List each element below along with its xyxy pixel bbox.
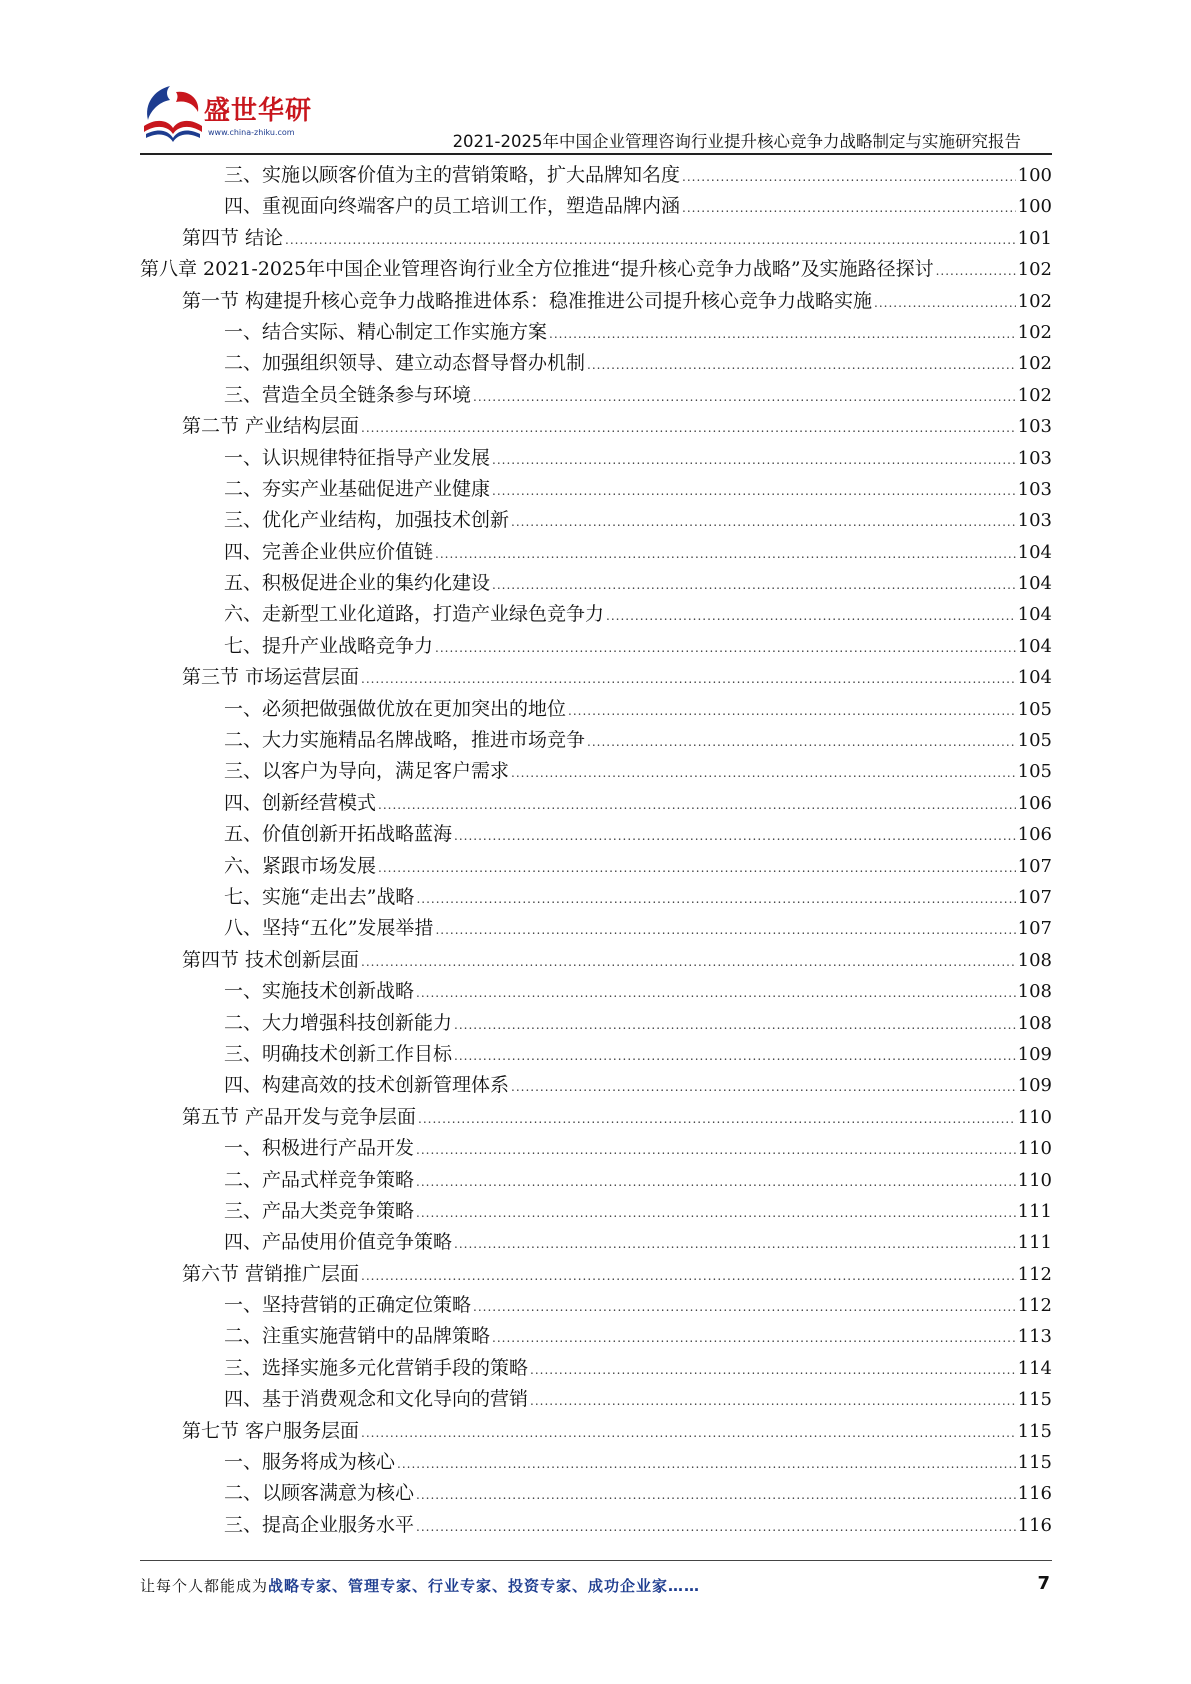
toc-entry-title: 二、大力实施精品名牌战略，推进市场竞争 [224, 729, 586, 752]
toc-entry-title: 第五节 产品开发与竞争层面 [182, 1105, 417, 1128]
toc-dot-leader [435, 633, 1016, 664]
toc-entry-page: 103 [1017, 478, 1052, 500]
toc-entry-page: 109 [1017, 1043, 1052, 1065]
toc-dot-leader [435, 915, 1015, 946]
toc-entry-item[interactable] [140, 317, 1052, 348]
toc-entry-page: 110 [1017, 1169, 1052, 1191]
toc-dot-leader [511, 758, 1016, 789]
toc-dot-leader [416, 884, 1015, 915]
toc-dot-leader [416, 1480, 1016, 1511]
toc-entry-item[interactable] [140, 505, 1052, 536]
toc-entry-item[interactable] [140, 191, 1052, 222]
toc-dot-leader [568, 696, 1016, 727]
toc-entry-title: 三、提高企业服务水平 [224, 1513, 415, 1536]
toc-dot-leader [361, 664, 1016, 695]
toc-entry-title: 六、紧跟市场发展 [224, 854, 377, 877]
brand-logo [140, 82, 313, 146]
toc-entry-title: 三、明确技术创新工作目标 [224, 1042, 453, 1065]
toc-dot-leader [416, 978, 1016, 1009]
toc-entry-title: 一、必须把做强做优放在更加突出的地位 [224, 697, 567, 720]
toc-entry-title: 二、大力增强科技创新能力 [224, 1011, 453, 1034]
toc-entry-item[interactable] [140, 788, 1052, 819]
toc-entry-page: 102 [1017, 290, 1052, 312]
toc-dot-leader [378, 790, 1016, 821]
toc-dot-leader [587, 350, 1016, 381]
toc-dot-leader [378, 853, 1016, 884]
toc-entry-page: 111 [1017, 1200, 1052, 1222]
toc-entry-section[interactable] [140, 945, 1052, 976]
toc-entry-page: 105 [1017, 730, 1052, 752]
toc-entry-page: 112 [1017, 1295, 1052, 1317]
page-header [0, 0, 1191, 150]
toc-dot-leader [492, 1323, 1016, 1354]
toc-entry-item[interactable] [140, 756, 1052, 787]
toc-entry-page: 104 [1017, 667, 1052, 689]
toc-entry-page: 102 [1017, 384, 1052, 406]
toc-entry-page: 104 [1017, 635, 1052, 657]
toc-entry-title: 第一节 构建提升核心竞争力战略推进体系：稳准推进公司提升核心竞争力战略实施 [182, 289, 873, 312]
toc-entry-title: 二、加强组织领导、建立动态督导督办机制 [224, 352, 586, 375]
toc-entry-item[interactable] [140, 1165, 1052, 1196]
toc-entry-section[interactable] [140, 223, 1052, 254]
toc-entry-page: 106 [1017, 824, 1052, 846]
toc-entry-item[interactable] [140, 1290, 1052, 1321]
toc-entry-title: 四、基于消费观念和文化导向的营销 [224, 1388, 529, 1411]
toc-entry-title: 三、优化产业结构，加强技术创新 [224, 509, 510, 532]
toc-entry-page: 111 [1017, 1232, 1052, 1254]
toc-dot-leader [418, 1104, 1016, 1135]
toc-entry-page: 110 [1017, 1138, 1052, 1160]
toc-entry-item[interactable] [140, 694, 1052, 725]
toc-dot-leader [473, 382, 1016, 413]
toc-dot-leader [682, 162, 1016, 193]
toc-dot-leader [606, 601, 1016, 632]
toc-entry-page: 103 [1017, 416, 1052, 438]
toc-dot-leader [416, 1135, 1016, 1166]
toc-entry-page: 114 [1017, 1357, 1052, 1379]
toc-entry-item[interactable] [140, 1384, 1052, 1415]
toc-entry-page: 110 [1017, 1106, 1052, 1128]
toc-entry-item[interactable] [140, 976, 1052, 1007]
toc-dot-leader [587, 727, 1016, 758]
toc-entry-page: 116 [1017, 1483, 1052, 1505]
toc-entry-page: 107 [1017, 886, 1052, 908]
toc-dot-leader [397, 1449, 1016, 1480]
toc-entry-title: 三、实施以顾客价值为主的营销策略，扩大品牌知名度 [224, 164, 681, 186]
toc-entry-page: 101 [1017, 227, 1052, 249]
toc-entry-section[interactable] [140, 1259, 1052, 1290]
toc-entry-page: 112 [1017, 1263, 1052, 1285]
toc-entry-item[interactable] [140, 537, 1052, 568]
toc-entry-section[interactable] [140, 1416, 1052, 1447]
toc-entry-page: 116 [1017, 1514, 1052, 1536]
toc-entry-page: 105 [1017, 698, 1052, 720]
toc-entry-item[interactable] [140, 1008, 1052, 1039]
toc-entry-section[interactable] [140, 662, 1052, 693]
toc-entry-title: 四、完善企业供应价值链 [224, 540, 434, 563]
toc-entry-title: 第二节 产业结构层面 [182, 415, 360, 438]
toc-entry-item[interactable] [140, 1353, 1052, 1384]
toc-entry-title: 二、注重实施营销中的品牌策略 [224, 1325, 491, 1348]
toc-dot-leader [454, 1041, 1016, 1072]
header-divider [140, 153, 1052, 155]
toc-dot-leader [416, 1512, 1016, 1543]
toc-entry-item[interactable] [140, 1478, 1052, 1509]
toc-entry-item[interactable] [140, 1070, 1052, 1101]
toc-dot-leader [874, 288, 1016, 319]
toc-entry-item[interactable] [140, 1227, 1052, 1258]
table-of-contents [140, 160, 1052, 1541]
toc-entry-page: 109 [1017, 1075, 1052, 1097]
toc-entry-title: 第四节 技术创新层面 [182, 948, 360, 971]
toc-entry-section[interactable] [140, 286, 1052, 317]
toc-entry-title: 二、产品式样竞争策略 [224, 1168, 415, 1191]
slogan-prefix: 让每个人都能成为 [140, 1577, 269, 1595]
toc-dot-leader [473, 1292, 1016, 1323]
toc-dot-leader [361, 413, 1016, 444]
toc-entry-item[interactable] [140, 599, 1052, 630]
toc-entry-item[interactable] [140, 380, 1052, 411]
toc-entry-title: 第三节 市场运营层面 [182, 666, 360, 689]
toc-entry-item[interactable] [140, 1510, 1052, 1541]
toc-entry-page: 108 [1017, 1012, 1052, 1034]
toc-entry-page: 104 [1017, 573, 1052, 595]
toc-dot-leader [492, 476, 1016, 507]
toc-entry-title: 四、重视面向终端客户的员工培训工作，塑造品牌内涵 [224, 195, 681, 218]
toc-entry-page: 104 [1017, 604, 1052, 626]
toc-entry-page: 104 [1017, 541, 1052, 563]
page-number: 7 [1037, 1573, 1050, 1594]
toc-entry-title: 六、走新型工业化道路，打造产业绿色竞争力 [224, 603, 605, 626]
toc-entry-section[interactable] [140, 411, 1052, 442]
footer-slogan [140, 1575, 700, 1596]
toc-dot-leader [361, 947, 1016, 978]
toc-entry-page: 103 [1017, 510, 1052, 532]
report-title: 2021-2025年中国企业管理咨询行业提升核心竞争力战略制定与实施研究报告 [452, 132, 1021, 151]
toc-entry-title: 第八章 2021-2025年中国企业管理咨询行业全方位推进“提升核心竞争力战略”及实施路径探讨 [140, 258, 934, 281]
toc-entry-title: 一、坚持营销的正确定位策略 [224, 1294, 472, 1317]
toc-entry-page: 113 [1017, 1326, 1052, 1348]
toc-entry-item[interactable] [140, 1196, 1052, 1227]
toc-entry-title: 四、创新经营模式 [224, 791, 377, 814]
toc-entry-title: 一、实施技术创新战略 [224, 980, 415, 1003]
toc-entry-page: 106 [1017, 792, 1052, 814]
toc-dot-leader [454, 821, 1016, 852]
toc-dot-leader [454, 1010, 1016, 1041]
toc-dot-leader [416, 1167, 1016, 1198]
toc-entry-item[interactable] [140, 443, 1052, 474]
toc-entry-item[interactable] [140, 160, 1052, 191]
toc-entry-item[interactable] [140, 725, 1052, 756]
toc-dot-leader [682, 193, 1016, 224]
toc-entry-title: 三、以客户为导向，满足客户需求 [224, 760, 510, 783]
toc-dot-leader [492, 445, 1016, 476]
toc-entry-title: 八、坚持“五化”发展举措 [224, 917, 434, 940]
toc-entry-title: 第六节 营销推广层面 [182, 1262, 360, 1285]
toc-dot-leader [435, 539, 1016, 570]
toc-entry-title: 七、实施“走出去”战略 [224, 885, 415, 908]
toc-entry-page: 107 [1017, 918, 1052, 940]
toc-entry-item[interactable] [140, 882, 1052, 913]
toc-dot-leader [530, 1355, 1016, 1386]
toc-dot-leader [549, 319, 1016, 350]
toc-dot-leader [511, 507, 1016, 538]
toc-dot-leader [285, 225, 1016, 256]
toc-entry-title: 一、积极进行产品开发 [224, 1137, 415, 1160]
toc-entry-page: 108 [1017, 981, 1052, 1003]
toc-entry-page: 115 [1017, 1389, 1052, 1411]
toc-entry-page: 115 [1017, 1452, 1052, 1474]
toc-entry-page: 100 [1017, 196, 1052, 218]
toc-entry-title: 一、服务将成为核心 [224, 1451, 396, 1474]
toc-entry-title: 四、构建高效的技术创新管理体系 [224, 1074, 510, 1097]
toc-dot-leader [530, 1386, 1016, 1417]
toc-entry-title: 一、认识规律特征指导产业发展 [224, 446, 491, 469]
toc-entry-title: 四、产品使用价值竞争策略 [224, 1231, 453, 1254]
toc-entry-item[interactable] [140, 1133, 1052, 1164]
toc-entry-title: 三、选择实施多元化营销手段的策略 [224, 1356, 529, 1379]
toc-entry-item[interactable] [140, 851, 1052, 882]
toc-entry-item[interactable] [140, 631, 1052, 662]
toc-dot-leader [936, 256, 1016, 287]
toc-entry-title: 三、产品大类竞争策略 [224, 1199, 415, 1222]
toc-dot-leader [511, 1072, 1016, 1103]
toc-entry-title: 一、结合实际、精心制定工作实施方案 [224, 320, 548, 343]
toc-entry-section[interactable] [140, 1102, 1052, 1133]
brand-url: www.china-zhiku.com [208, 128, 295, 137]
toc-entry-title: 二、以顾客满意为核心 [224, 1482, 415, 1505]
toc-dot-leader [454, 1229, 1016, 1260]
toc-entry-title: 第七节 客户服务层面 [182, 1419, 360, 1442]
open-book-logo-icon [140, 82, 206, 144]
toc-entry-item[interactable] [140, 1039, 1052, 1070]
toc-entry-item[interactable] [140, 1321, 1052, 1352]
footer-divider [140, 1560, 1052, 1561]
brand-name: 盛世华研 [204, 96, 313, 126]
toc-entry-title: 第四节 结论 [182, 226, 284, 249]
toc-entry-title: 五、价值创新开拓战略蓝海 [224, 823, 453, 846]
toc-dot-leader [416, 1198, 1016, 1229]
toc-entry-title: 二、夯实产业基础促进产业健康 [224, 477, 491, 500]
toc-entry-title: 三、营造全员全链条参与环境 [224, 383, 472, 406]
toc-entry-page: 102 [1017, 321, 1052, 343]
toc-entry-page: 102 [1017, 353, 1052, 375]
toc-entry-chapter[interactable] [140, 254, 1052, 285]
toc-dot-leader [492, 570, 1016, 601]
toc-entry-page: 100 [1017, 165, 1052, 186]
toc-entry-page: 105 [1017, 761, 1052, 783]
toc-entry-item[interactable] [140, 568, 1052, 599]
toc-entry-item[interactable] [140, 474, 1052, 505]
toc-entry-page: 102 [1017, 259, 1052, 281]
toc-entry-title: 五、积极促进企业的集约化建设 [224, 572, 491, 595]
toc-dot-leader [361, 1418, 1016, 1449]
toc-entry-page: 107 [1017, 855, 1052, 877]
toc-entry-item[interactable] [140, 1447, 1052, 1478]
toc-entry-page: 115 [1017, 1420, 1052, 1442]
toc-entry-item[interactable] [140, 348, 1052, 379]
slogan-highlight: 战略专家、管理专家、行业专家、投资专家、成功企业家…… [268, 1577, 701, 1595]
toc-entry-page: 108 [1017, 949, 1052, 971]
toc-entry-title: 七、提升产业战略竞争力 [224, 634, 434, 657]
toc-entry-page: 103 [1017, 447, 1052, 469]
toc-entry-item[interactable] [140, 913, 1052, 944]
toc-entry-item[interactable] [140, 819, 1052, 850]
toc-dot-leader [361, 1261, 1016, 1292]
